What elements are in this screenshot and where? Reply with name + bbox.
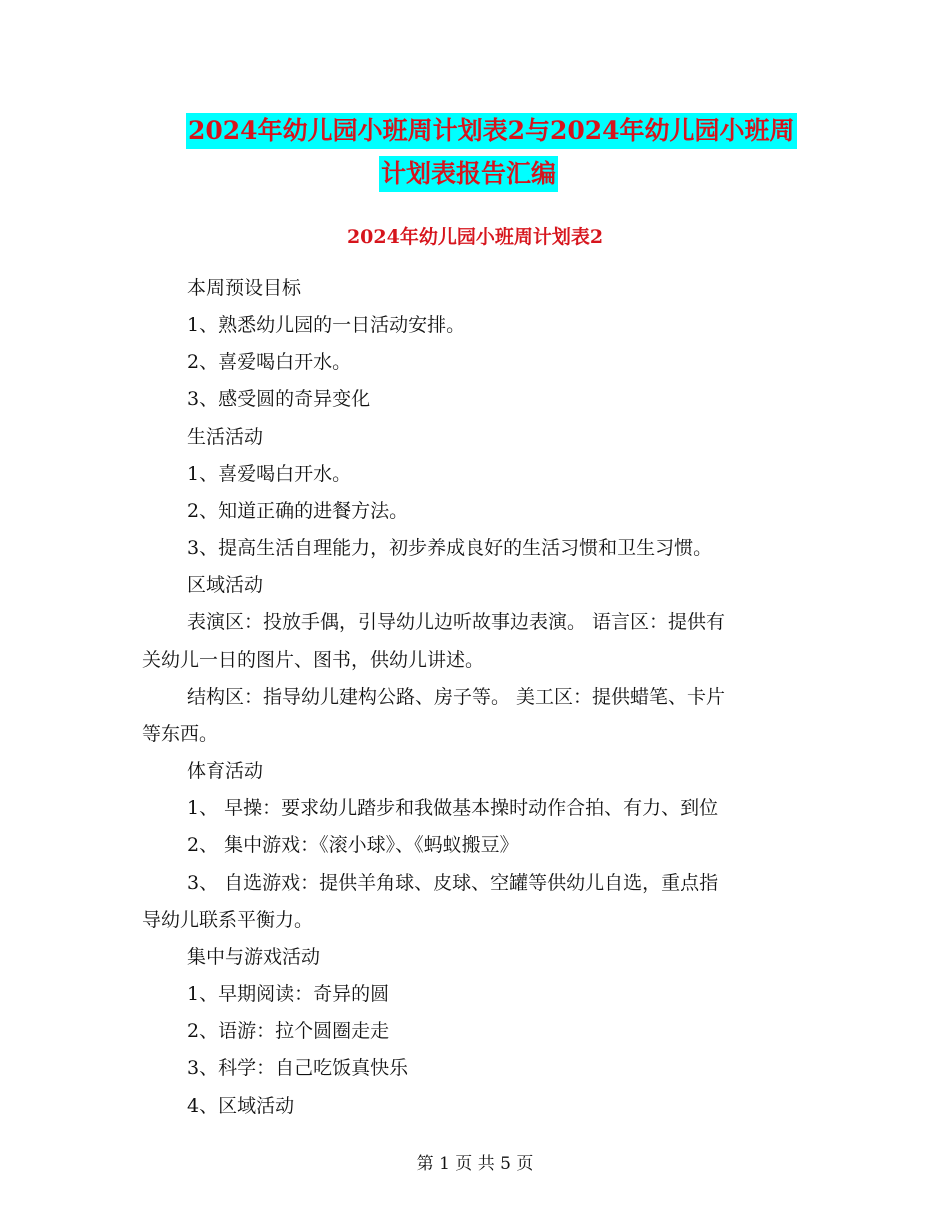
- paragraph-area-heading: 区域活动: [187, 574, 264, 596]
- paragraph-pe-3-cont: 导幼儿联系平衡力。: [142, 909, 314, 931]
- page-footer: 第 1 页 共 5 页: [416, 1154, 534, 1174]
- section-heading: 2024年幼儿园小班周计划表2: [346, 226, 604, 248]
- paragraph-goals-heading: 本周预设目标: [187, 277, 302, 299]
- paragraph-goal-3: 3、感受圆的奇异变化: [187, 388, 371, 410]
- paragraph-pe-2: 2、 集中游戏：《滚小球》、《蚂蚁搬豆》: [187, 834, 519, 856]
- paragraph-area-2: 结构区：指导幼儿建构公路、房子等。 美工区：提供蜡笔、卡片: [187, 686, 726, 708]
- paragraph-pe-heading: 体育活动: [187, 760, 264, 782]
- paragraph-group-4: 4、区域活动: [187, 1095, 295, 1117]
- paragraph-area-1-cont: 关幼儿一日的图片、图书，供幼儿讲述。: [142, 649, 485, 671]
- paragraph-pe-1: 1、 早操：要求幼儿踏步和我做基本操时动作合拍、有力、到位: [187, 797, 719, 819]
- paragraph-life-2: 2、知道正确的进餐方法。: [187, 500, 409, 522]
- paragraph-life-1: 1、喜爱喝白开水。: [187, 463, 352, 485]
- document-title-line-1: 2024年幼儿园小班周计划表2与2024年幼儿园小班周: [186, 113, 797, 149]
- paragraph-goal-1: 1、熟悉幼儿园的一日活动安排。: [187, 314, 466, 336]
- paragraph-group-2: 2、语游：拉个圆圈走走: [187, 1020, 390, 1042]
- paragraph-group-heading: 集中与游戏活动: [187, 946, 321, 968]
- paragraph-group-3: 3、科学：自己吃饭真快乐: [187, 1057, 409, 1079]
- document-title-line-2: 计划表报告汇编: [379, 156, 558, 192]
- paragraph-group-1: 1、早期阅读：奇异的圆: [187, 983, 390, 1005]
- paragraph-area-2-cont: 等东西。: [142, 723, 219, 745]
- paragraph-life-3: 3、提高生活自理能力，初步养成良好的生活习惯和卫生习惯。: [187, 537, 713, 559]
- paragraph-area-1: 表演区：投放手偶，引导幼儿边听故事边表演。 语言区：提供有: [187, 611, 726, 633]
- paragraph-goal-2: 2、喜爱喝白开水。: [187, 351, 352, 373]
- paragraph-pe-3: 3、 自选游戏：提供羊角球、皮球、空罐等供幼儿自选，重点指: [187, 872, 719, 894]
- paragraph-life-heading: 生活活动: [187, 426, 264, 448]
